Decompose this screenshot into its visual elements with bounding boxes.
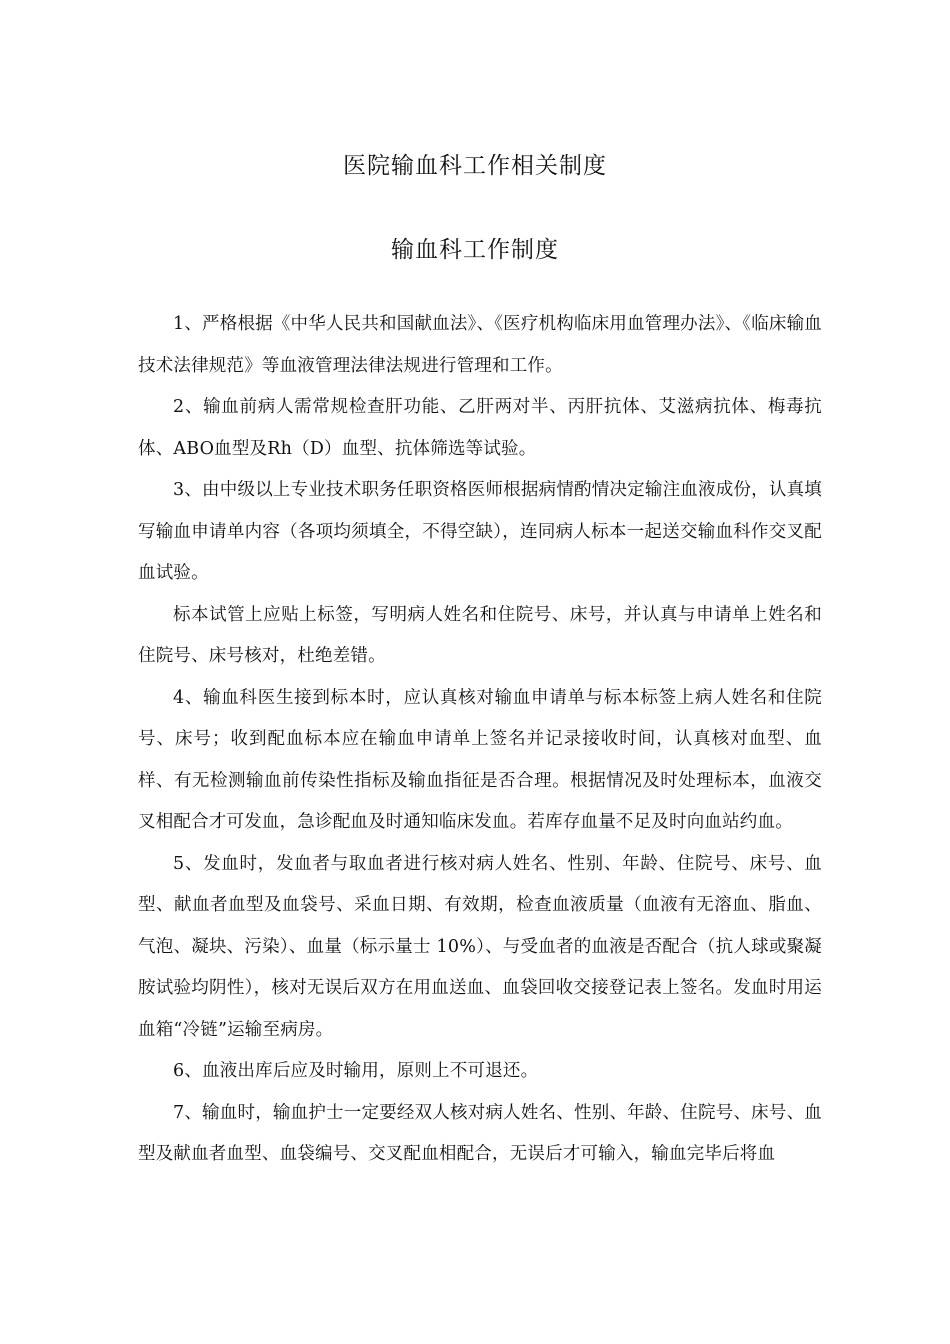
paragraph-1: 1、严格根据《中华人民共和国献血法》、《医疗机构临床用血管理办法》、《临床输血技术法律规范》等血液管理法律法规进行管理和工作。 (138, 314, 822, 376)
paragraph-7: 7、输血时，输血护士一定要经双人核对病人姓名、性别、年龄、住院号、床号、血型及献血者血型、血袋编号、交叉配血相配合，无误后才可输入，输血完毕后将血 (138, 1102, 822, 1164)
document-body (138, 304, 822, 1176)
paragraph-4: 4、输血科医生接到标本时，应认真核对输血申请单与标本标签上病人姓名和住院号、床号；收到配血标本应在输血申请单上签名并记录接收时间，认真核对血型、血样、有无检测输血前传染性指标及输血指征是否合理。根据情况及时处理标本，血液交叉相配合才可发血，急诊配血及时通知临床发血。若库存血量不足及时向血站约血。 (138, 687, 822, 832)
document-title: 医院输血科工作相关制度 (343, 153, 607, 179)
paragraph-6: 6、血液出库后应及时输用，原则上不可退还。 (173, 1061, 539, 1081)
paragraph-3-note: 标本试管上应贴上标签，写明病人姓名和住院号、床号，并认真与申请单上姓名和住院号、床号核对，杜绝差错。 (138, 604, 822, 666)
paragraph-5: 5、发血时，发血者与取血者进行核对病人姓名、性别、年龄、住院号、床号、血型、献血者血型及血袋号、采血日期、有效期，检查血液质量（血液有无溶血、脂血、气泡、凝块、污染）、血量（标示量士 10%）、与受血者的血液是否配合（抗人球或聚凝胺试验均阴性），核对无误后双方在用血送血、血袋回收交接登记表上签名。发血时用运血箱“冷链”运输至病房。 (138, 853, 822, 1040)
paragraph-2: 2、输血前病人需常规检查肝功能、乙肝两对半、丙肝抗体、艾滋病抗体、梅毒抗体、ABO血型及Rh（D）血型、抗体筛选等试验。 (138, 397, 822, 459)
section-title: 输血科工作制度 (391, 237, 559, 263)
paragraph-3: 3、由中级以上专业技术职务任职资格医师根据病情酌情决定输注血液成份，认真填写输血申请单内容（各项均须填全，不得空缺），连同病人标本一起送交输血科作交叉配血试验。 (138, 480, 822, 583)
